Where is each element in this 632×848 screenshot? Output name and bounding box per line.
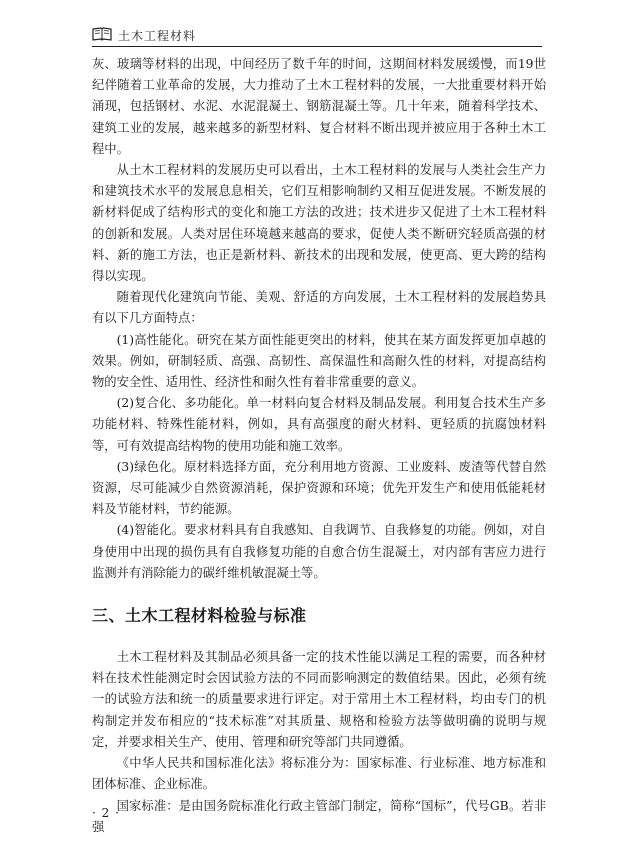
- section-heading: 三、土木工程材料检验与标准: [92, 606, 307, 626]
- list-item: (4)智能化。要求材料具有自我感知、自我调节、自我修复的功能。例如，对自身使用中出现的损伤具有自我修复功能的自愈合仿生混凝土，对内部有害应力进行监测并有消除能力的碳纤维机敏混凝土等。: [92, 523, 546, 580]
- list-item: (2)复合化、多功能化。单一材料向复合材料及制品发展。利用复合技术生产多功能材料、特殊性能材料，例如，具有高强度的耐火材料、更轻质的抗腐蚀材料等，可有效提高结构物的使用功能和施工效率。: [92, 396, 546, 453]
- page-number: · 2 ·: [92, 806, 120, 820]
- paragraph: 灰、玻璃等材料的出现，中间经历了数千年的时间，这期间材料发展缓慢，而19世纪伴随着工业革命的发展，大力推动了土木工程材料的发展，一大批重要材料开始涌现，包括钢材、水泥、水泥混凝土、钢筋混凝土等。几十年来，随着科学技术、建筑工业的发展，越来越多的新型材料、复合材料不断出现并被应用于各种土木工程中。: [92, 57, 546, 156]
- paragraph: 土木工程材料及其制品必须具备一定的技术性能以满足工程的需要，而各种材料在技术性能测定时会因试验方法的不同而影响测定的数值结果。因此，必须有统一的试验方法和统一的质量要求进行评定。对于常用土木工程材料，均由专门的机构制定并发布相应的“技术标准”对其质量、规格和检验方法等做明确的说明与规定，并要求相关生产、使用、管理和研究等部门共同遵循。: [92, 650, 546, 749]
- list-item: (1)高性能化。研究在某方面性能更突出的材料，使其在某方面发挥更加卓越的效果。例如，研制轻质、高强、高韧性、高保温性和高耐久性的材料，对提高结构物的安全性、适用性、经济性和耐久性有着非常重要的意义。: [92, 332, 546, 390]
- header-title: 土木工程材料: [118, 29, 197, 43]
- page-body: [92, 54, 546, 838]
- running-header: [92, 24, 542, 47]
- paragraph: 从土木工程材料的发展历史可以看出，土木工程材料的发展与人类社会生产力和建筑技术水平的发展息息相关，它们互相影响制约又相互促进发展。不断发展的新材料促成了结构形式的变化和施工方法的改进；技术进步又促进了土木工程材料的创新和发展。人类对居住环境越来越高的要求，促使人类不断研究轻质高强的材料、新的施工方法，也正是新材料、新技术的出现和发展，使更高、更大跨的结构得以实现。: [92, 163, 546, 284]
- paragraph: 随着现代化建筑向节能、美观、舒适的方向发展，土木工程材料的发展趋势具有以下几方面特点：: [92, 290, 546, 326]
- list-item: (3)绿色化。原材料选择方面，充分利用地方资源、工业废料、废渣等代替自然资源，尽可能减少自然资源消耗，保护资源和环境；优先开发生产和使用低能耗材料及节能材料，节约能源。: [92, 459, 546, 517]
- book-icon: [92, 26, 112, 42]
- paragraph: 国家标准：是由国务院标准化行政主管部门制定，简称“国标”，代号GB。若非强: [92, 798, 546, 834]
- paragraph: 《中华人民共和国标准化法》将标准分为：国家标准、行业标准、地方标准和团体标准、企业标准。: [92, 756, 546, 792]
